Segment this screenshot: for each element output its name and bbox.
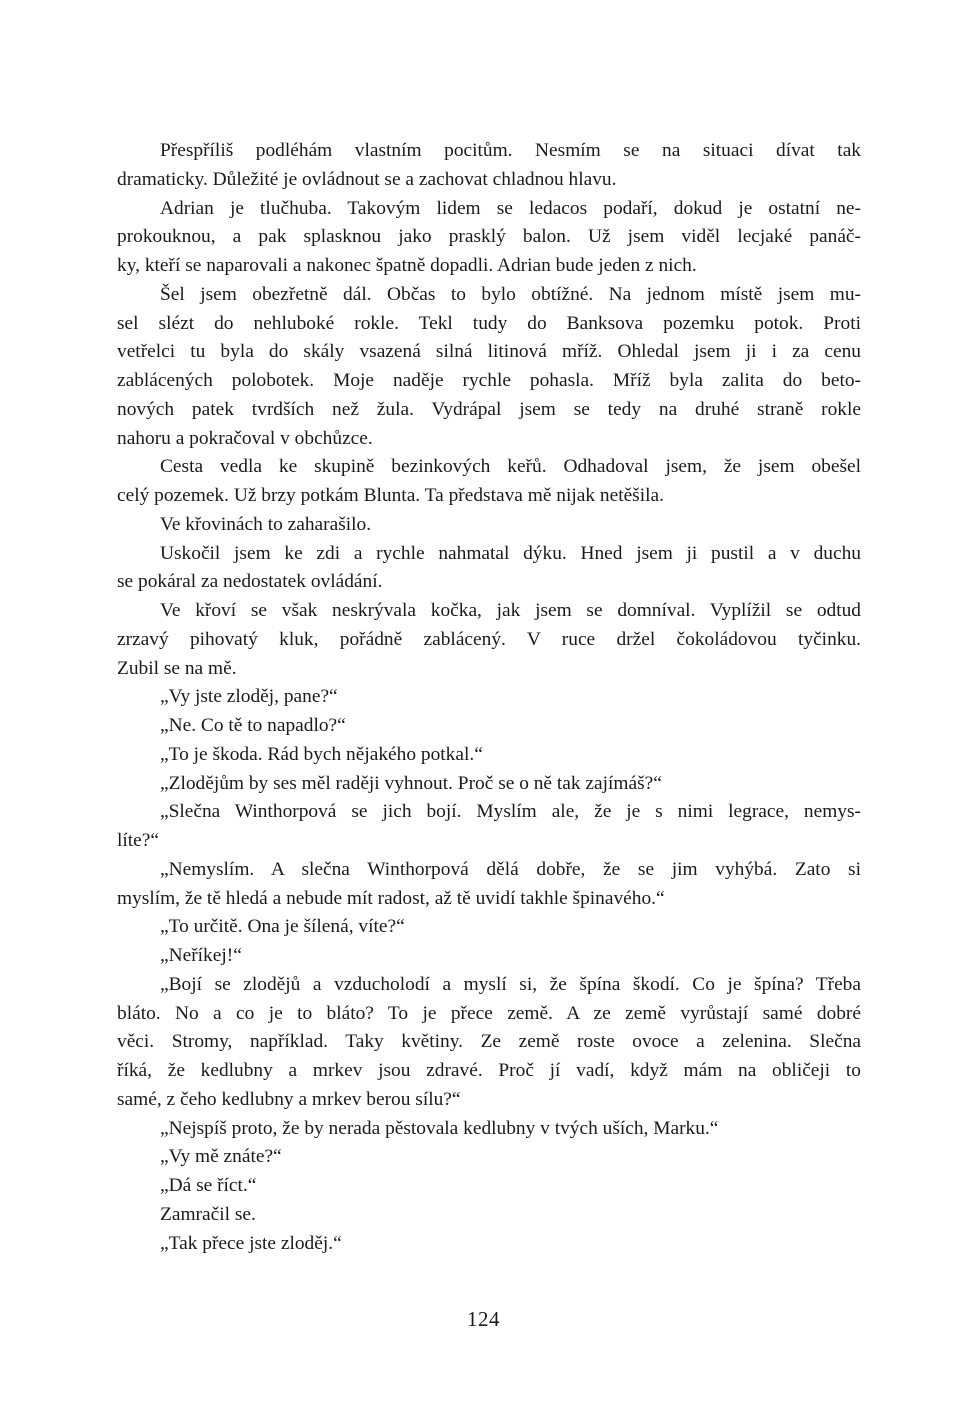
text-line: Zamračil se.: [160, 1203, 256, 1225]
text-line: Zubil se na mě.: [117, 657, 237, 679]
text-line: „Nejspíš proto, že by nerada pěstovala kedlubny v tvých uších, Marku.“: [160, 1117, 719, 1139]
text-line: vetřelci tu byla do skály vsazená silná litinová mříž. Ohledal jsem ji i za cenu: [117, 341, 861, 363]
text-line: ky, kteří se naparovali a nakonec špatně dopadli. Adrian bude jeden z nich.: [117, 255, 697, 276]
text-line: Cesta vedla ke skupině bezinkových keřů. Odhadoval jsem, že jsem obešel: [160, 456, 861, 478]
text-line: „Slečna Winthorpová se jich bojí. Myslím ale, že je s nimi legrace, nemys-: [160, 801, 861, 823]
text-line: „Zlodějům by ses měl raději vyhnout. Proč se o ně tak zajímáš?“: [160, 772, 662, 794]
text-line: sel slézt do nehluboké rokle. Tekl tudy do Banksova pozemku potok. Proti: [117, 312, 861, 334]
text-line: „Bojí se zlodějů a vzducholodí a myslí si, že špína škodí. Co je špína? Třeba: [160, 973, 861, 995]
text-line: Uskočil jsem ke zdi a rychle nahmatal dýku. Hned jsem ji pustil a v duchu: [160, 542, 861, 564]
text-line: zrzavý pihovatý kluk, pořádně zablácený. V ruce držel čokoládovou tyčinku.: [117, 628, 861, 650]
text-line: „Nemyslím. A slečna Winthorpová dělá dobře, že se jim vyhýbá. Zato si: [160, 858, 861, 880]
text-line: „Tak přece jste zloděj.“: [160, 1232, 342, 1254]
text-line: „To určitě. Ona je šílená, víte?“: [160, 916, 405, 938]
text-line: samé, z čeho kedlubny a mrkev berou sílu?“: [117, 1088, 461, 1110]
text-line: „Neříkej!“: [160, 945, 242, 966]
text-line: „Vy jste zloděj, pane?“: [160, 686, 338, 708]
text-line: „Dá se říct.“: [160, 1175, 257, 1196]
text-line: věci. Stromy, například. Taky květiny. Ze země roste ovoce a zelenina. Slečna: [117, 1031, 861, 1053]
text-line: bláto. No a co je to bláto? To je přece země. A ze země vyrůstají samé dobré: [117, 1002, 861, 1024]
text-line: nových patek tvrdších než žula. Vydrápal jsem se tedy na druhé straně rokle: [117, 398, 861, 420]
text-line: „Vy mě znáte?“: [160, 1146, 282, 1168]
text-line: Ve křovinách to zaharašilo.: [160, 513, 372, 535]
text-line: Šel jsem obezřetně dál. Občas to bylo obtížné. Na jednom místě jsem mu-: [160, 283, 861, 305]
page-number: 124: [467, 1307, 500, 1331]
text-line: Adrian je tlučhuba. Takovým lidem se ledacos podaří, dokud je ostatní ne-: [160, 197, 861, 219]
text-line: se pokáral za nedostatek ovládání.: [117, 571, 383, 593]
text-line: „To je škoda. Rád bych nějakého potkal.“: [160, 743, 483, 765]
text-line: „Ne. Co tě to napadlo?“: [160, 715, 346, 736]
text-line: myslím, že tě hledá a nebude mít radost, až tě uvidí takhle špinavého.“: [117, 887, 665, 909]
text-line: nahoru a pokračoval v obchůzce.: [117, 427, 373, 449]
text-line: celý pozemek. Už brzy potkám Blunta. Ta představa mě nijak netěšila.: [117, 485, 664, 506]
text-line: dramaticky. Důležité je ovládnout se a zachovat chladnou hlavu.: [117, 168, 617, 190]
text-line: prokouknou, a pak splasknou jako prasklý balon. Už jsem viděl lecjaké panáč-: [117, 226, 861, 248]
text-line: říká, že kedlubny a mrkev jsou zdravé. Proč jí vadí, když mám na obličeji to: [117, 1060, 861, 1081]
body-text: [117, 137, 861, 1258]
text-line: Přespříliš podléhám vlastním pocitům. Nesmím se na situaci dívat tak: [160, 140, 861, 161]
text-line: zablácených polobotek. Moje naděje rychle pohasla. Mříž byla zalita do beto-: [117, 370, 861, 391]
text-line: líte?“: [117, 830, 159, 851]
text-line: Ve křoví se však neskrývala kočka, jak jsem se domníval. Vyplížil se odtud: [160, 600, 861, 621]
